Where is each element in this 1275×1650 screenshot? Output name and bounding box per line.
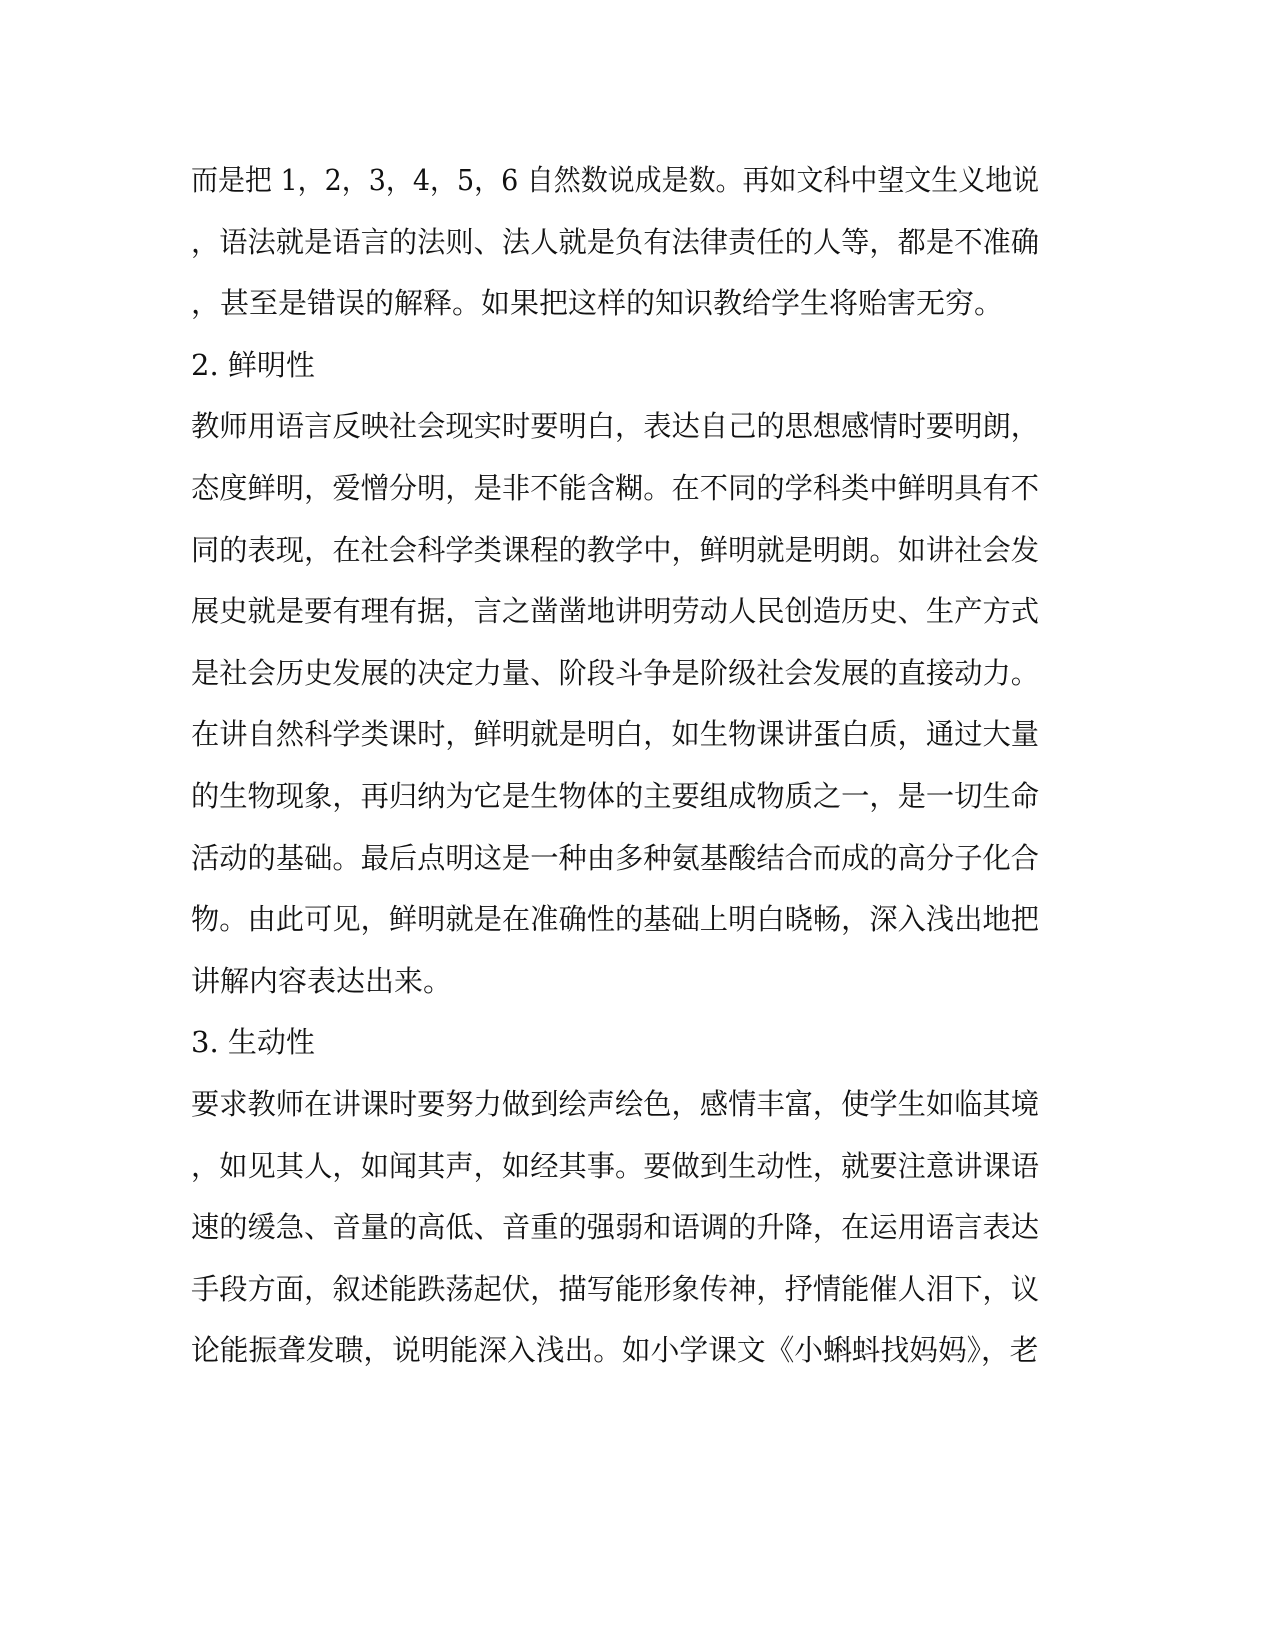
text-line: 物。由此可见，鲜明就是在准确性的基础上明白晓畅，深入浅出地把 — [191, 902, 1040, 936]
text-line: ，如见其人，如闻其声，如经其事。要做到生动性，就要注意讲课语 — [191, 1149, 1040, 1183]
text-line: ，语法就是语言的法则、法人就是负有法律责任的人等，都是不准确 — [191, 225, 1040, 259]
text-line: 同的表现，在社会科学类课程的教学中，鲜明就是明朗。如讲社会发 — [191, 533, 1040, 567]
section-heading-liveliness: 3. 生动性 — [191, 1025, 315, 1059]
text-line: 教师用语言反映社会现实时要明白，表达自己的思想感情时要明朗， — [191, 409, 1040, 443]
text-line: 速的缓急、音量的高低、音重的强弱和语调的升降，在运用语言表达 — [191, 1210, 1040, 1244]
text-line: 展史就是要有理有据，言之凿凿地讲明劳动人民创造历史、生产方式 — [191, 594, 1040, 628]
text-line: 是社会历史发展的决定力量、阶段斗争是阶级社会发展的直接动力。 — [191, 656, 1040, 690]
section-heading-vividness: 2. 鲜明性 — [191, 348, 315, 382]
text-line: 手段方面，叙述能跌荡起伏，描写能形象传神，抒情能催人泪下，议 — [191, 1272, 1040, 1306]
text-line: 在讲自然科学类课时，鲜明就是明白，如生物课讲蛋白质，通过大量 — [191, 717, 1040, 751]
text-line: 的生物现象，再归纳为它是生物体的主要组成物质之一，是一切生命 — [191, 779, 1040, 813]
text-line: 讲解内容表达出来。 — [191, 964, 453, 998]
text-line: ，甚至是错误的解释。如果把这样的知识教给学生将贻害无穷。 — [191, 286, 1004, 320]
text-line: 态度鲜明，爱憎分明，是非不能含糊。在不同的学科类中鲜明具有不 — [191, 471, 1040, 505]
text-line: 而是把 1，2，3，4，5，6 自然数说成是数。再如文科中望文生义地说 — [191, 163, 1040, 197]
text-line: 要求教师在讲课时要努力做到绘声绘色，感情丰富，使学生如临其境 — [191, 1087, 1040, 1121]
text-line: 活动的基础。最后点明这是一种由多种氨基酸结合而成的高分子化合 — [191, 841, 1040, 875]
text-line: 论能振聋发聩，说明能深入浅出。如小学课文《小蝌蚪找妈妈》，老 — [191, 1333, 1039, 1367]
